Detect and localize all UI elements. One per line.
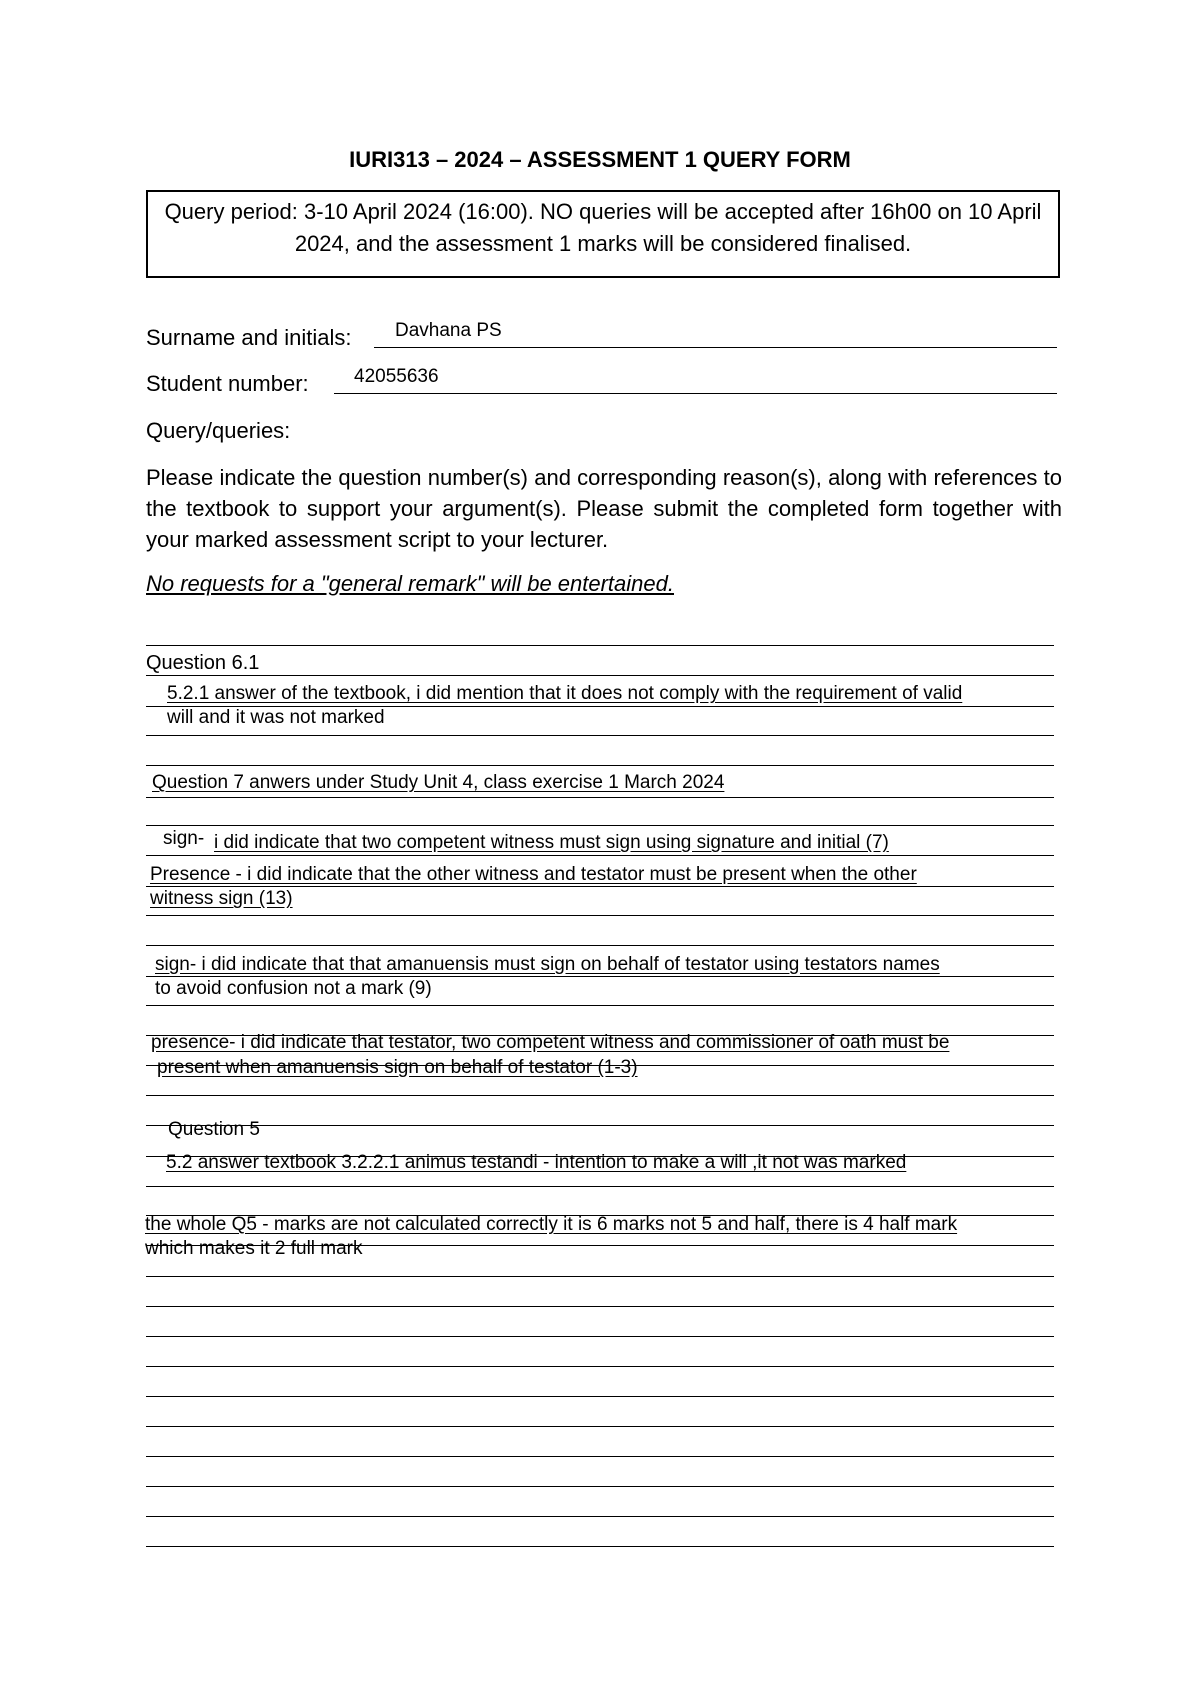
answer-text: Presence - i did indicate that the other witness and testator must be present when the other	[150, 864, 917, 885]
answer-text: 5.2 answer textbook 3.2.2.1 animus testandi - intention to make a will ,it not was marked	[166, 1152, 907, 1173]
answer-line	[146, 645, 1054, 647]
answer-line	[146, 1366, 1054, 1368]
answer-line	[146, 1426, 1054, 1428]
answer-line	[146, 1396, 1054, 1398]
answer-line	[146, 855, 1054, 857]
answer-line	[146, 1186, 1054, 1188]
queries-label: Query/queries:	[146, 418, 291, 443]
answer-line	[146, 675, 1054, 677]
answer-line	[146, 765, 1054, 767]
answer-line	[146, 735, 1054, 737]
answer-text: will and it was not marked	[167, 707, 385, 728]
answer-text: witness sign (13)	[150, 888, 293, 909]
answer-line	[146, 825, 1054, 827]
surname-value: Davhana PS	[395, 320, 502, 341]
answer-text: presence- i did indicate that testator, two competent witness and commissioner of oath must be	[151, 1032, 950, 1053]
student-number-field[interactable]	[146, 366, 1062, 398]
answer-text: i did indicate that two competent witness must sign using signature and initial (7)	[214, 832, 889, 853]
student-number-value: 42055636	[354, 366, 439, 387]
student-number-underline	[334, 393, 1057, 394]
answer-line	[146, 915, 1054, 917]
answer-line	[146, 1486, 1054, 1488]
answer-line	[146, 1336, 1054, 1338]
answer-text: Question 5	[168, 1119, 260, 1140]
answer-text: sign- i did indicate that that amanuensis must sign on behalf of testator using testators names	[155, 954, 940, 975]
answer-line	[146, 1005, 1054, 1007]
answer-text: Question 7 anwers under Study Unit 4, class exercise 1 March 2024	[152, 772, 725, 793]
instructions-text: Please indicate the question number(s) and corresponding reason(s), along with references to the textbook to support your argument(s). Please submit the completed form together with your marked assessment script to your lecturer.	[146, 465, 1062, 552]
surname-field[interactable]	[146, 320, 1062, 352]
answer-text: present when amanuensis sign on behalf of testator (1-3)	[157, 1057, 638, 1078]
student-number-label: Student number:	[146, 371, 309, 396]
query-period-notice: Query period: 3-10 April 2024 (16:00). NO queries will be accepted after 16h00 on 10 April 2024, and the assessment 1 marks will be considered finalised.	[146, 190, 1060, 278]
surname-underline	[374, 347, 1057, 348]
answer-line	[146, 1125, 1054, 1127]
surname-label: Surname and initials:	[146, 325, 352, 350]
answer-text: to avoid confusion not a mark (9)	[155, 978, 432, 999]
answer-line	[146, 1276, 1054, 1278]
answer-text: which makes it 2 full mark	[145, 1238, 363, 1259]
form-title: IURI313 – 2024 – ASSESSMENT 1 QUERY FORM	[349, 147, 851, 172]
answer-line	[146, 945, 1054, 947]
answer-line	[146, 1456, 1054, 1458]
answer-line	[146, 1306, 1054, 1308]
answer-text: 5.2.1 answer of the textbook, i did mention that it does not comply with the requirement of valid	[167, 683, 963, 704]
answer-text: the whole Q5 - marks are not calculated correctly it is 6 marks not 5 and half, there is 4 half mark	[145, 1214, 958, 1235]
answer-text: Question 6.1	[146, 652, 260, 674]
answer-line	[146, 1516, 1054, 1518]
general-remark-warning: No requests for a "general remark" will be entertained.	[146, 571, 674, 596]
answer-line	[146, 1546, 1054, 1548]
answer-line	[146, 1095, 1054, 1097]
answer-text: sign-	[163, 828, 205, 849]
answer-line	[146, 797, 1054, 799]
